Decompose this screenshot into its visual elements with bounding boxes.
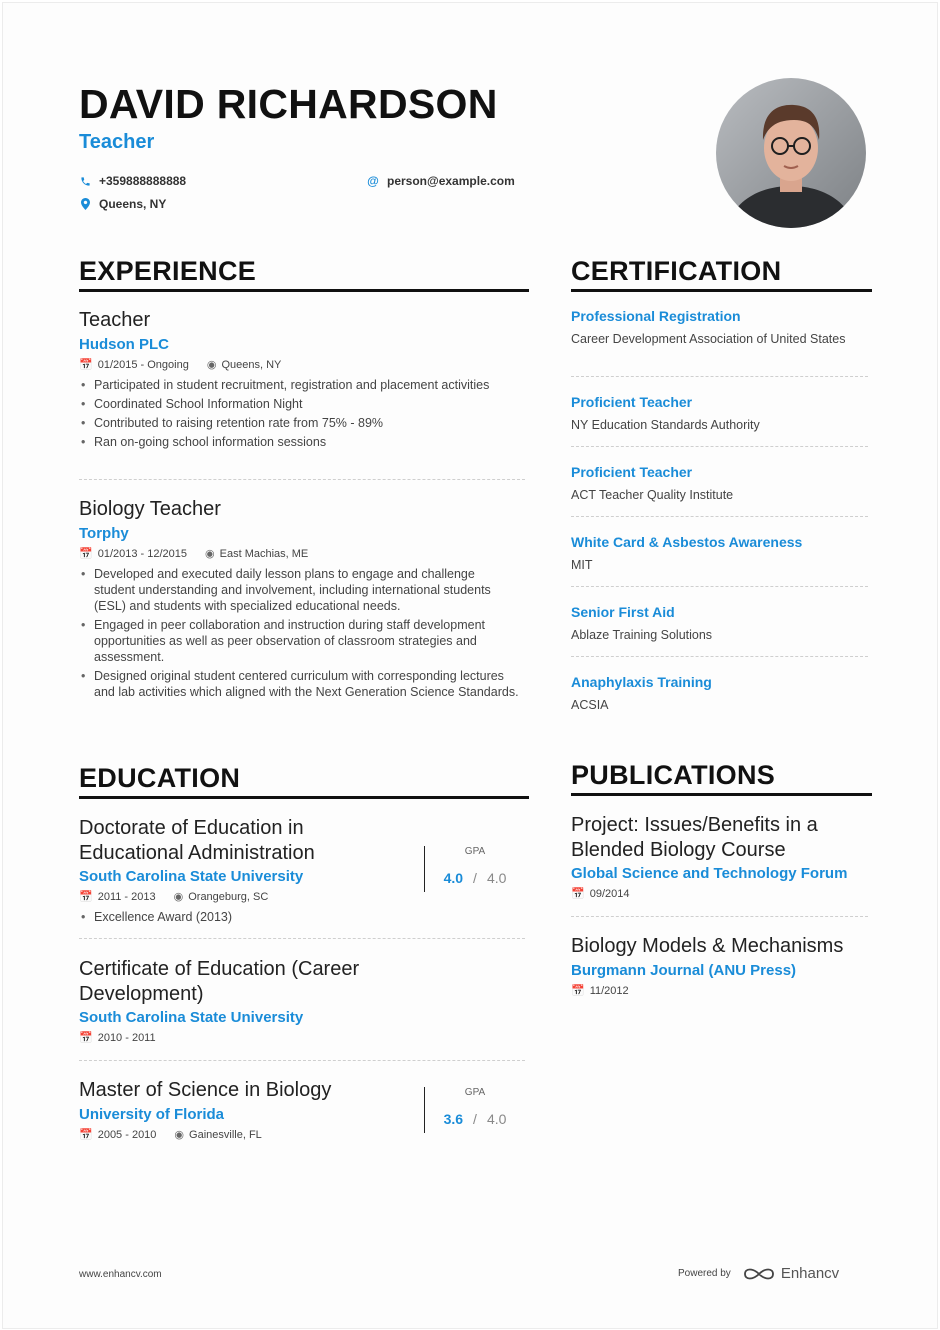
email-contact[interactable]	[367, 174, 515, 188]
calendar-icon: 📅	[79, 359, 93, 371]
education-meta	[79, 1031, 156, 1044]
job-title: Biology Teacher	[79, 498, 221, 520]
calendar-icon: 📅	[79, 1032, 93, 1044]
degree-title: Doctorate of Education in Educational Administration	[79, 817, 315, 864]
publication-meta	[571, 887, 629, 900]
education-meta	[79, 1128, 262, 1141]
cert-org: ACT Teacher Quality Institute	[571, 488, 734, 502]
job-dates: 01/2013 - 12/2015	[97, 547, 188, 560]
cert-title: Proficient Teacher	[571, 464, 693, 480]
phone-icon	[79, 175, 91, 187]
phone-number: +359888888888	[99, 174, 187, 188]
list-item: • Engaged in peer collaboration and instruction during staff development opportunities as well as peer observation of classroom strategies and assessment.	[79, 617, 519, 665]
avatar	[716, 78, 866, 228]
publisher-name: Burgmann Journal (ANU Press)	[571, 962, 797, 979]
gpa-box	[424, 846, 525, 892]
job-title: Teacher	[79, 309, 151, 331]
at-icon: @	[367, 174, 379, 188]
gpa-label: GPA	[464, 846, 486, 857]
list-item: • Contributed to raising retention rate from 75% - 89%	[79, 415, 509, 431]
cert-org: Ablaze Training Solutions	[571, 628, 713, 642]
degree-title: Certificate of Education (Career Development)	[79, 958, 360, 1005]
location-text: Queens, NY	[99, 197, 167, 211]
calendar-icon: 📅	[571, 888, 585, 900]
education-rule	[79, 796, 529, 799]
certification-heading: CERTIFICATION	[571, 256, 782, 286]
gpa-value: 3.6 / 4.0	[443, 1111, 507, 1127]
education-meta	[79, 890, 268, 903]
certification-rule	[571, 289, 872, 292]
publications-rule	[571, 793, 872, 796]
footer-website-link[interactable]: www.enhancv.com	[79, 1269, 162, 1280]
resume-page	[2, 2, 938, 1329]
calendar-icon: 📅	[571, 985, 585, 997]
list-item: • Designed original student centered curriculum with corresponding lectures and lab activities which aligned with the Next Generation Science Standards.	[79, 668, 519, 700]
publication-meta	[571, 984, 629, 997]
job-location: Queens, NY	[221, 358, 282, 371]
gpa-label: GPA	[464, 1087, 486, 1098]
cert-title: Senior First Aid	[571, 604, 675, 620]
publications-heading: PUBLICATIONS	[571, 760, 776, 790]
divider	[79, 1060, 525, 1061]
degree-title: Master of Science in Biology	[79, 1079, 332, 1101]
publisher-name: Global Science and Technology Forum	[571, 865, 848, 882]
cert-title: Anaphylaxis Training	[571, 674, 712, 690]
divider	[79, 938, 525, 939]
calendar-icon: 📅	[79, 1129, 93, 1141]
cert-org: Career Development Association of United States	[571, 332, 846, 346]
enhancv-brand-name: Enhancv	[780, 1265, 840, 1282]
school-name: South Carolina State University	[79, 1009, 304, 1026]
divider	[571, 916, 868, 917]
map-pin-icon: ◉	[174, 1129, 185, 1141]
job-location: East Machias, ME	[219, 547, 309, 560]
divider	[571, 376, 868, 377]
publication-title: Biology Models & Mechanisms	[571, 935, 844, 957]
email-address: person@example.com	[387, 174, 515, 188]
list-item: • Developed and executed daily lesson plans to engage and challenge student understanding and involvement, including international students (ESL) and students with specialized educational needs.	[79, 566, 519, 614]
company-name: Torphy	[79, 525, 129, 542]
gpa-max: 4.0	[486, 870, 507, 886]
divider	[571, 446, 868, 447]
cert-org: NY Education Standards Authority	[571, 418, 760, 432]
map-pin-icon: ◉	[206, 359, 217, 371]
education-location: Orangeburg, SC	[188, 890, 269, 903]
list-item: • Coordinated School Information Night	[79, 396, 509, 412]
list-item: • Ran on-going school information sessions	[79, 434, 509, 450]
candidate-name: DAVID RICHARDSON	[79, 81, 498, 127]
school-name: South Carolina State University	[79, 868, 304, 885]
divider	[79, 479, 525, 480]
location-contact	[79, 197, 166, 211]
job-bullets	[79, 377, 509, 453]
powered-by-label: Powered by	[678, 1268, 731, 1279]
publication-date: 11/2012	[589, 984, 629, 997]
map-pin-icon: ◉	[173, 891, 184, 903]
education-dates: 2010 - 2011	[97, 1031, 156, 1044]
candidate-role: Teacher	[79, 131, 155, 153]
education-bullets	[79, 909, 379, 928]
education-dates: 2005 - 2010	[97, 1128, 157, 1141]
job-meta	[79, 547, 308, 560]
cert-title: White Card & Asbestos Awareness	[571, 534, 803, 550]
enhancv-logo[interactable]	[743, 1265, 839, 1282]
school-name: University of Florida	[79, 1106, 225, 1123]
company-name: Hudson PLC	[79, 336, 169, 353]
gpa-max: 4.0	[486, 1111, 507, 1127]
map-pin-icon	[79, 198, 91, 210]
gpa-box	[424, 1087, 525, 1133]
gpa-score: 4.0	[443, 870, 464, 886]
job-meta	[79, 358, 281, 371]
calendar-icon: 📅	[79, 548, 93, 560]
enhancv-logo-icon	[743, 1266, 775, 1282]
cert-title: Professional Registration	[571, 308, 741, 324]
experience-rule	[79, 289, 529, 292]
publication-date: 09/2014	[589, 887, 630, 900]
divider	[571, 516, 868, 517]
gpa-value: 4.0 / 4.0	[443, 870, 507, 886]
footer-branding	[678, 1265, 839, 1282]
education-heading: EDUCATION	[79, 763, 241, 793]
cert-org: MIT	[571, 558, 593, 572]
education-dates: 2011 - 2013	[97, 890, 156, 903]
cert-title: Proficient Teacher	[571, 394, 693, 410]
list-item: • Excellence Award (2013)	[79, 909, 379, 925]
cert-org: ACSIA	[571, 698, 609, 712]
job-bullets	[79, 566, 519, 703]
divider	[571, 586, 868, 587]
experience-heading: EXPERIENCE	[79, 256, 257, 286]
calendar-icon: 📅	[79, 891, 93, 903]
publication-title: Project: Issues/Benefits in a Blended Biology Course	[571, 814, 818, 861]
education-location: Gainesville, FL	[189, 1128, 262, 1141]
map-pin-icon: ◉	[205, 548, 215, 560]
divider	[571, 656, 868, 657]
list-item: • Participated in student recruitment, registration and placement activities	[79, 377, 509, 393]
job-dates: 01/2015 - Ongoing	[97, 358, 189, 371]
gpa-score: 3.6	[443, 1111, 464, 1127]
phone-contact[interactable]	[79, 174, 186, 188]
